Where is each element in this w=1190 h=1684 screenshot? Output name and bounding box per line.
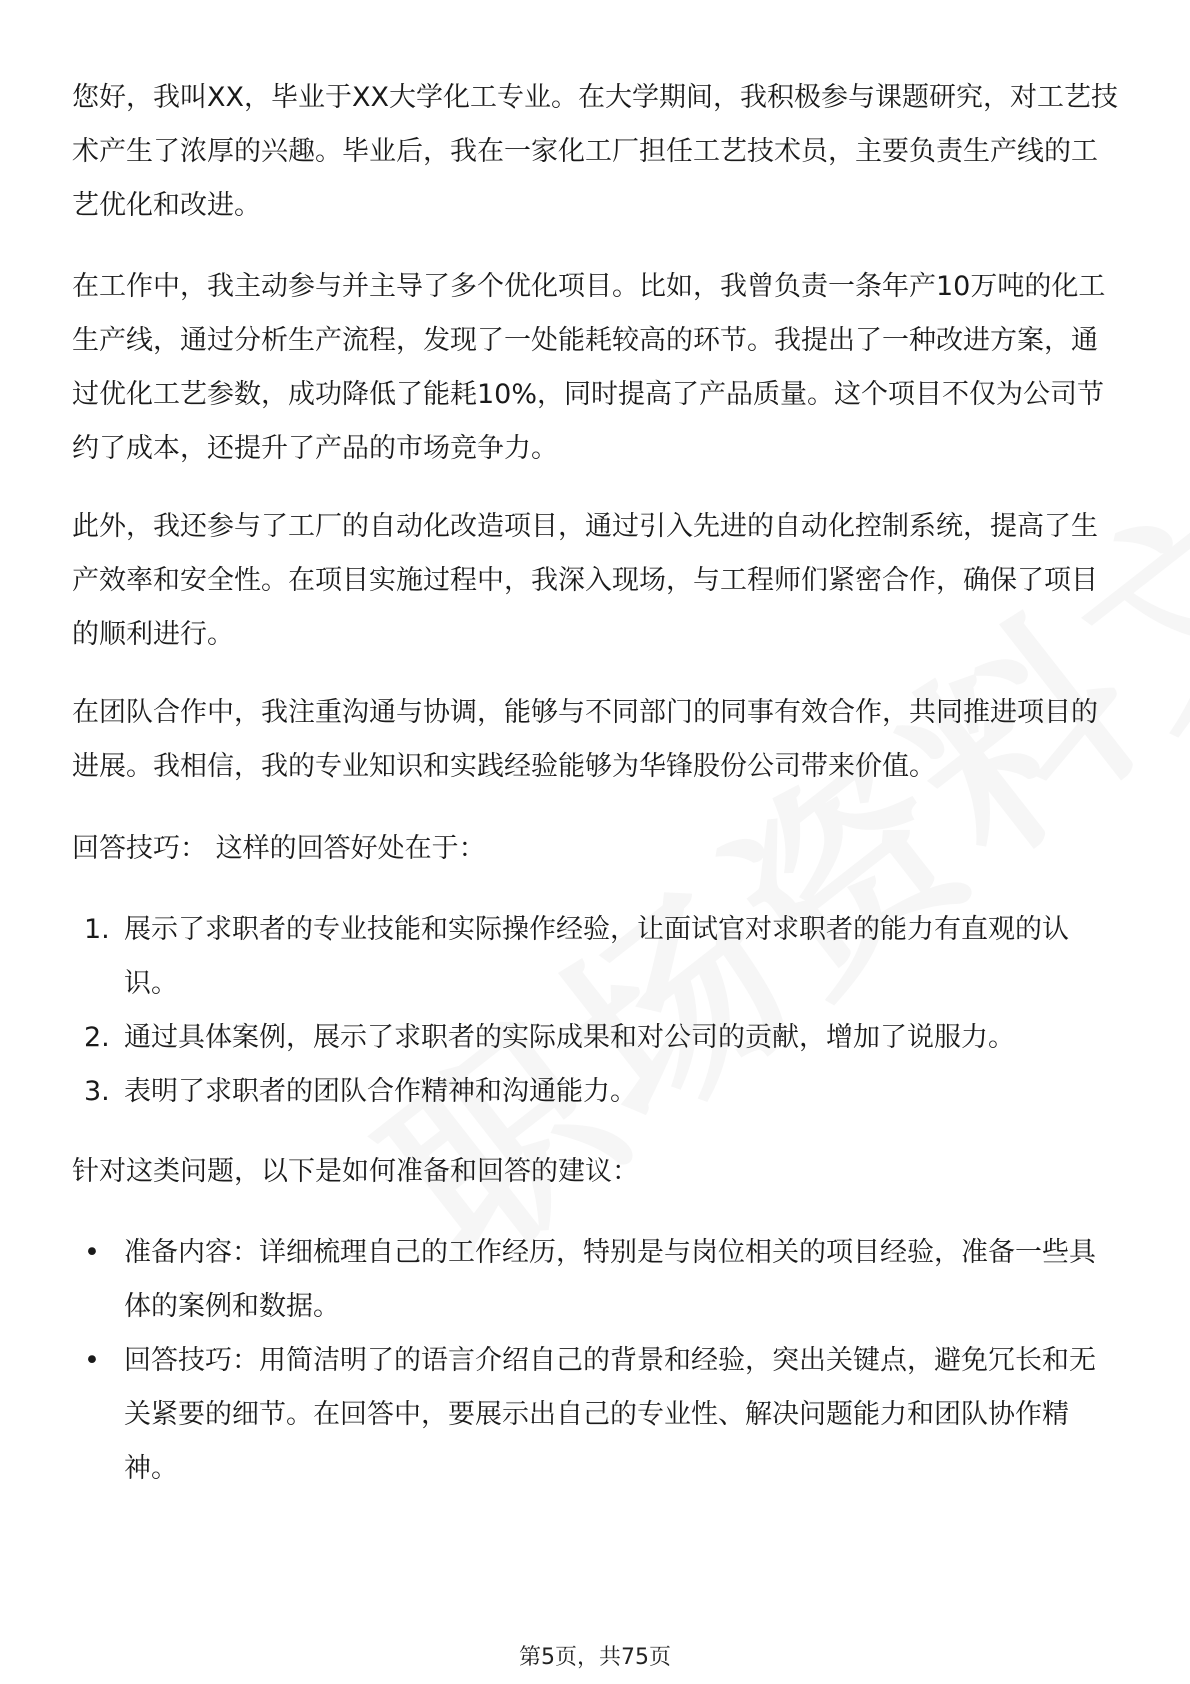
page-number-footer: 第5页，共75页 (519, 1645, 671, 1670)
list-marker: 1. (84, 914, 110, 945)
advice-list (72, 1226, 1120, 1496)
paragraph-automation: 此外，我还参与了工厂的自动化改造项目，通过引入先进的自动化控制系统，提高了生产效率和安全性。在项目实施过程中，我深入现场，与工程师们紧密合作，确保了项目的顺利进行。 (72, 511, 1098, 650)
list-marker: 3. (84, 1076, 110, 1107)
list-item-text: 表明了求职者的团队合作精神和沟通能力。 (124, 1076, 637, 1107)
paragraph-project: 在工作中，我主动参与并主导了多个优化项目。比如，我曾负责一条年产10万吨的化工生产线，通过分析生产流程，发现了一处能耗较高的环节。我提出了一种改进方案，通过优化工艺参数，成功降低了能耗10%，同时提高了产品质量。这个项目不仅为公司节约了成本，还提升了产品的市场竞争力。 (72, 271, 1106, 464)
list-item (72, 1226, 1120, 1334)
paragraph-teamwork: 在团队合作中，我注重沟通与协调，能够与不同部门的同事有效合作，共同推进项目的进展。我相信，我的专业知识和实践经验能够为华锋股份公司带来价值。 (72, 697, 1098, 782)
advice-heading: 针对这类问题，以下是如何准备和回答的建议： (72, 1156, 639, 1187)
list-item (72, 1065, 1120, 1119)
bullet-marker: • (84, 1237, 100, 1268)
paragraph-intro: 您好，我叫XX，毕业于XX大学化工专业。在大学期间，我积极参与课题研究，对工艺技术产生了浓厚的兴趣。毕业后，我在一家化工厂担任工艺技术员，主要负责生产线的工艺优化和改进。 (72, 82, 1118, 221)
list-item (72, 1334, 1120, 1496)
list-item-text: 回答技巧：用简洁明了的语言介绍自己的背景和经验，突出关键点，避免冗长和无关紧要的细节。在回答中，要展示出自己的专业性、解决问题能力和团队协作精神。 (124, 1345, 1096, 1484)
list-marker: 2. (84, 1022, 110, 1053)
tips-list (72, 903, 1120, 1119)
tips-heading: 回答技巧： 这样的回答好处在于： (72, 833, 486, 864)
list-item (72, 903, 1120, 1011)
list-item-text: 展示了求职者的专业技能和实际操作经验，让面试官对求职者的能力有直观的认识。 (124, 914, 1069, 999)
list-item-text: 准备内容：详细梳理自己的工作经历，特别是与岗位相关的项目经验，准备一些具体的案例和数据。 (124, 1237, 1096, 1322)
list-item-text: 通过具体案例，展示了求职者的实际成果和对公司的贡献，增加了说服力。 (124, 1022, 1015, 1053)
bullet-marker: • (84, 1345, 100, 1376)
list-item (72, 1011, 1120, 1065)
